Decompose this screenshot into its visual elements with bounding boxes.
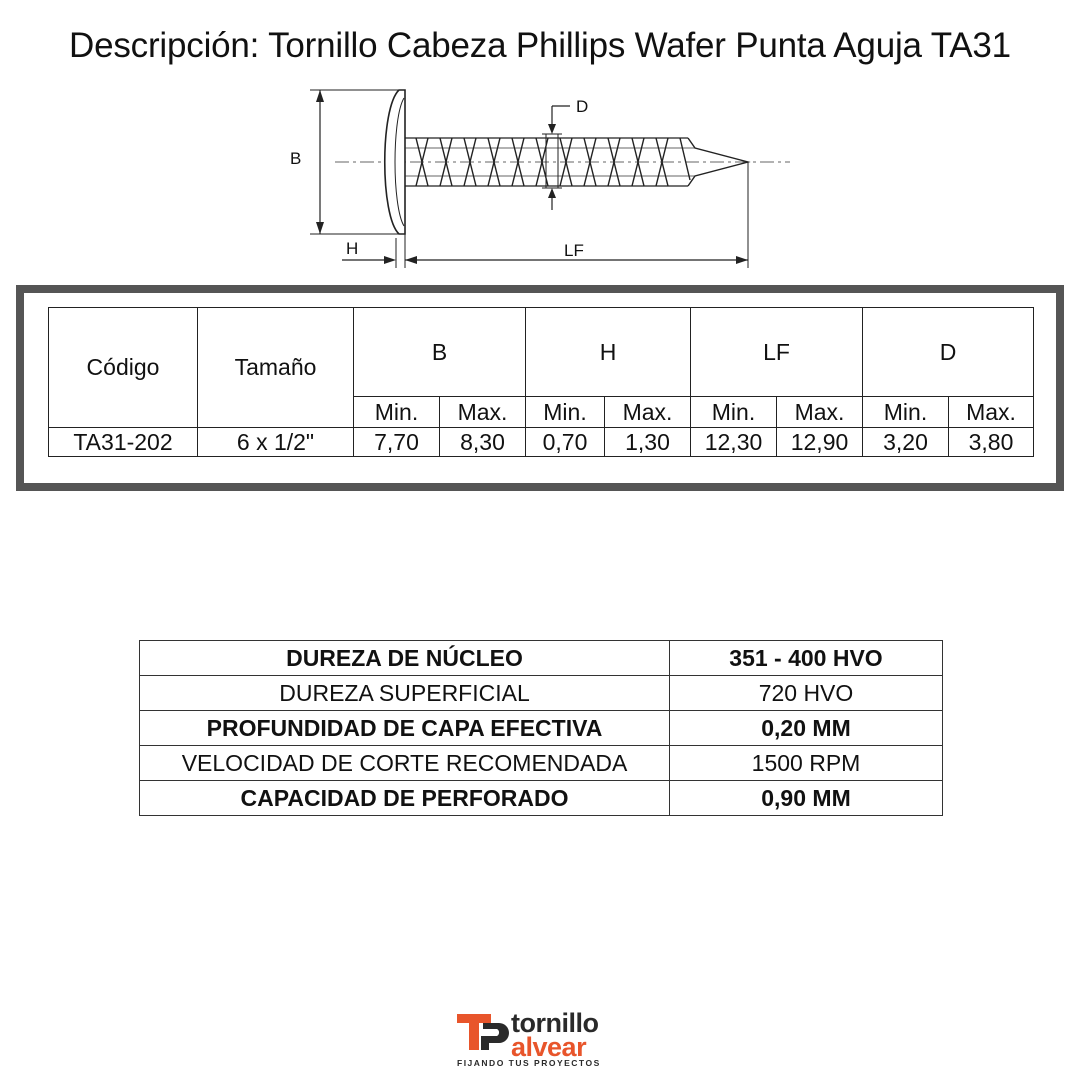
header-tamano: Tamaño <box>198 308 354 428</box>
table-row <box>140 711 943 746</box>
header-codigo: Código <box>49 308 198 428</box>
cell-b-min: 7,70 <box>354 428 440 457</box>
property-label: CAPACIDAD DE PERFORADO <box>140 781 670 816</box>
property-value: 351 - 400 HVO <box>670 641 943 676</box>
subheader-d-max: Max. <box>949 397 1034 428</box>
dim-b-label: B <box>290 149 302 168</box>
header-h: H <box>526 308 691 397</box>
cell-h-max: 1,30 <box>605 428 691 457</box>
property-value: 1500 RPM <box>670 746 943 781</box>
spec-table <box>48 307 1034 457</box>
subheader-b-min: Min. <box>354 397 440 428</box>
spec-table-frame <box>16 285 1064 491</box>
header-lf: LF <box>691 308 863 397</box>
property-value: 0,20 MM <box>670 711 943 746</box>
subheader-b-max: Max. <box>440 397 526 428</box>
table-row <box>49 428 1034 457</box>
brand-logo <box>455 1008 630 1070</box>
table-row <box>140 676 943 711</box>
header-b: B <box>354 308 526 397</box>
cell-d-min: 3,20 <box>863 428 949 457</box>
logo-word-1: tornillo <box>511 1008 599 1038</box>
cell-codigo: TA31-202 <box>49 428 198 457</box>
cell-d-max: 3,80 <box>949 428 1034 457</box>
table-row <box>140 641 943 676</box>
property-label: DUREZA SUPERFICIAL <box>140 676 670 711</box>
subheader-d-min: Min. <box>863 397 949 428</box>
subheader-lf-max: Max. <box>777 397 863 428</box>
cell-h-min: 0,70 <box>526 428 605 457</box>
header-d: D <box>863 308 1034 397</box>
logo-tagline: FIJANDO TUS PROYECTOS <box>457 1058 601 1068</box>
dim-d-label: D <box>576 97 589 116</box>
property-label: PROFUNDIDAD DE CAPA EFECTIVA <box>140 711 670 746</box>
property-label: DUREZA DE NÚCLEO <box>140 641 670 676</box>
screw-drawing <box>280 88 800 278</box>
subheader-h-min: Min. <box>526 397 605 428</box>
cell-tamano: 6 x 1/2" <box>198 428 354 457</box>
cell-b-max: 8,30 <box>440 428 526 457</box>
cell-lf-min: 12,30 <box>691 428 777 457</box>
property-label: VELOCIDAD DE CORTE RECOMENDADA <box>140 746 670 781</box>
subheader-lf-min: Min. <box>691 397 777 428</box>
logo-mark-icon <box>455 1010 511 1054</box>
subheader-h-max: Max. <box>605 397 691 428</box>
cell-lf-max: 12,90 <box>777 428 863 457</box>
page-title: Descripción: Tornillo Cabeza Phillips Wafer Punta Aguja TA31 <box>69 26 1011 65</box>
property-value: 720 HVO <box>670 676 943 711</box>
table-row <box>140 781 943 816</box>
dim-lf-label: LF <box>564 241 584 260</box>
dim-h-label: H <box>346 239 359 258</box>
table-row <box>140 746 943 781</box>
property-value: 0,90 MM <box>670 781 943 816</box>
logo-word-2: alvear <box>511 1032 587 1062</box>
properties-table <box>139 640 943 816</box>
